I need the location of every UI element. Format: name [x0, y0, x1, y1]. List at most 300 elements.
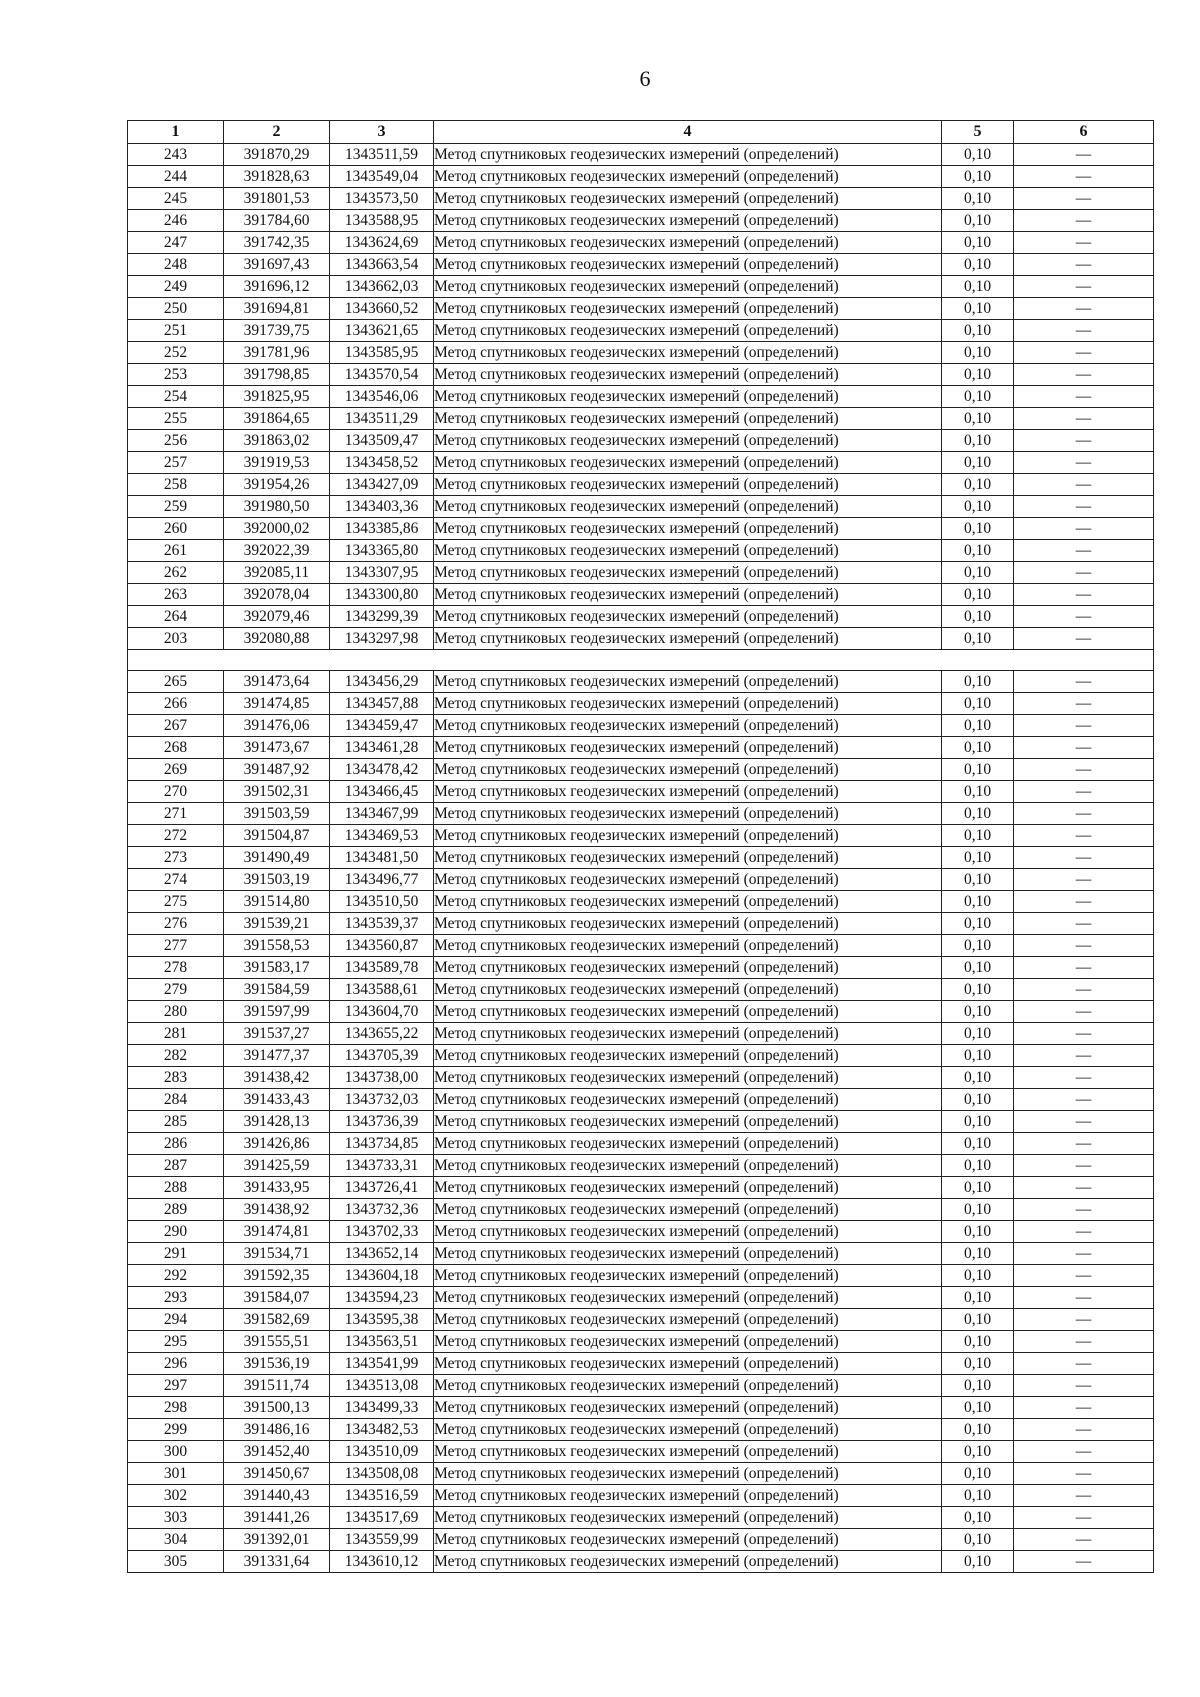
- table-row: [128, 584, 1154, 606]
- method-cell: Метод спутниковых геодезических измерений (определений): [434, 1023, 942, 1045]
- x-coordinate-cell: 391474,85: [224, 693, 330, 715]
- y-coordinate-cell: 1343541,99: [330, 1353, 434, 1375]
- accuracy-cell: 0,10: [942, 144, 1014, 166]
- point-number-cell: 264: [128, 606, 224, 628]
- accuracy-cell: 0,10: [942, 1397, 1014, 1419]
- point-number-cell: 296: [128, 1353, 224, 1375]
- point-number-cell: 257: [128, 452, 224, 474]
- separator-cell: [128, 650, 1154, 671]
- x-coordinate-cell: 391954,26: [224, 474, 330, 496]
- y-coordinate-cell: 1343559,99: [330, 1529, 434, 1551]
- x-coordinate-cell: 391477,37: [224, 1045, 330, 1067]
- table-row: [128, 1353, 1154, 1375]
- x-coordinate-cell: 391503,59: [224, 803, 330, 825]
- page-number: 6: [639, 66, 651, 91]
- dash-cell: —: [1014, 1221, 1154, 1243]
- dash-cell: —: [1014, 562, 1154, 584]
- x-coordinate-cell: 391582,69: [224, 1309, 330, 1331]
- dash-cell: —: [1014, 979, 1154, 1001]
- table-row: [128, 540, 1154, 562]
- dash-cell: —: [1014, 166, 1154, 188]
- accuracy-cell: 0,10: [942, 562, 1014, 584]
- point-number-cell: 243: [128, 144, 224, 166]
- accuracy-cell: 0,10: [942, 1001, 1014, 1023]
- accuracy-cell: 0,10: [942, 1133, 1014, 1155]
- table-row: [128, 1199, 1154, 1221]
- y-coordinate-cell: 1343652,14: [330, 1243, 434, 1265]
- accuracy-cell: 0,10: [942, 540, 1014, 562]
- table-body: [128, 144, 1154, 1573]
- y-coordinate-cell: 1343549,04: [330, 166, 434, 188]
- y-coordinate-cell: 1343510,50: [330, 891, 434, 913]
- y-coordinate-cell: 1343300,80: [330, 584, 434, 606]
- point-number-cell: 283: [128, 1067, 224, 1089]
- accuracy-cell: 0,10: [942, 847, 1014, 869]
- method-cell: Метод спутниковых геодезических измерений (определений): [434, 1177, 942, 1199]
- point-number-cell: 254: [128, 386, 224, 408]
- method-cell: Метод спутниковых геодезических измерений (определений): [434, 342, 942, 364]
- dash-cell: —: [1014, 1463, 1154, 1485]
- method-cell: Метод спутниковых геодезических измерений (определений): [434, 1309, 942, 1331]
- dash-cell: —: [1014, 825, 1154, 847]
- point-number-cell: 301: [128, 1463, 224, 1485]
- accuracy-cell: 0,10: [942, 1529, 1014, 1551]
- point-number-cell: 266: [128, 693, 224, 715]
- method-cell: Метод спутниковых геодезических измерений (определений): [434, 1507, 942, 1529]
- y-coordinate-cell: 1343482,53: [330, 1419, 434, 1441]
- dash-cell: —: [1014, 1177, 1154, 1199]
- y-coordinate-cell: 1343663,54: [330, 254, 434, 276]
- x-coordinate-cell: 391558,53: [224, 935, 330, 957]
- point-number-cell: 245: [128, 188, 224, 210]
- table-row: [128, 320, 1154, 342]
- method-cell: Метод спутниковых геодезических измерений (определений): [434, 298, 942, 320]
- method-cell: Метод спутниковых геодезических измерений (определений): [434, 737, 942, 759]
- dash-cell: —: [1014, 671, 1154, 693]
- accuracy-cell: 0,10: [942, 188, 1014, 210]
- y-coordinate-cell: 1343736,39: [330, 1111, 434, 1133]
- table-row: [128, 1529, 1154, 1551]
- table-row: [128, 715, 1154, 737]
- y-coordinate-cell: 1343499,33: [330, 1397, 434, 1419]
- table-row: [128, 562, 1154, 584]
- y-coordinate-cell: 1343365,80: [330, 540, 434, 562]
- point-number-cell: 285: [128, 1111, 224, 1133]
- table-row: [128, 342, 1154, 364]
- x-coordinate-cell: 391438,92: [224, 1199, 330, 1221]
- y-coordinate-cell: 1343456,29: [330, 671, 434, 693]
- dash-cell: —: [1014, 869, 1154, 891]
- method-cell: Метод спутниковых геодезических измерений (определений): [434, 386, 942, 408]
- point-number-cell: 281: [128, 1023, 224, 1045]
- accuracy-cell: 0,10: [942, 276, 1014, 298]
- point-number-cell: 267: [128, 715, 224, 737]
- y-coordinate-cell: 1343733,31: [330, 1155, 434, 1177]
- table-row: [128, 1045, 1154, 1067]
- table-row: [128, 1441, 1154, 1463]
- point-number-cell: 250: [128, 298, 224, 320]
- table-row: [128, 935, 1154, 957]
- point-number-cell: 248: [128, 254, 224, 276]
- table-row: [128, 232, 1154, 254]
- y-coordinate-cell: 1343655,22: [330, 1023, 434, 1045]
- method-cell: Метод спутниковых геодезических измерений (определений): [434, 1331, 942, 1353]
- x-coordinate-cell: 391473,64: [224, 671, 330, 693]
- y-coordinate-cell: 1343509,47: [330, 430, 434, 452]
- header-col-2: 2: [224, 121, 330, 144]
- method-cell: Метод спутниковых геодезических измерений (определений): [434, 518, 942, 540]
- point-number-cell: 270: [128, 781, 224, 803]
- method-cell: Метод спутниковых геодезических измерений (определений): [434, 628, 942, 650]
- dash-cell: —: [1014, 210, 1154, 232]
- x-coordinate-cell: 391438,42: [224, 1067, 330, 1089]
- x-coordinate-cell: 391536,19: [224, 1353, 330, 1375]
- accuracy-cell: 0,10: [942, 342, 1014, 364]
- x-coordinate-cell: 391476,06: [224, 715, 330, 737]
- method-cell: Метод спутниковых геодезических измерений (определений): [434, 1463, 942, 1485]
- y-coordinate-cell: 1343307,95: [330, 562, 434, 584]
- point-number-cell: 298: [128, 1397, 224, 1419]
- x-coordinate-cell: 391486,16: [224, 1419, 330, 1441]
- x-coordinate-cell: 391433,95: [224, 1177, 330, 1199]
- table-row: [128, 188, 1154, 210]
- table-row: [128, 693, 1154, 715]
- dash-cell: —: [1014, 606, 1154, 628]
- point-number-cell: 252: [128, 342, 224, 364]
- point-number-cell: 244: [128, 166, 224, 188]
- method-cell: Метод спутниковых геодезических измерений (определений): [434, 144, 942, 166]
- accuracy-cell: 0,10: [942, 1067, 1014, 1089]
- y-coordinate-cell: 1343467,99: [330, 803, 434, 825]
- dash-cell: —: [1014, 1287, 1154, 1309]
- accuracy-cell: 0,10: [942, 408, 1014, 430]
- y-coordinate-cell: 1343732,36: [330, 1199, 434, 1221]
- table-row: [128, 803, 1154, 825]
- table-row: [128, 1177, 1154, 1199]
- x-coordinate-cell: 391514,80: [224, 891, 330, 913]
- header-col-6: 6: [1014, 121, 1154, 144]
- y-coordinate-cell: 1343510,09: [330, 1441, 434, 1463]
- dash-cell: —: [1014, 474, 1154, 496]
- dash-cell: —: [1014, 1023, 1154, 1045]
- accuracy-cell: 0,10: [942, 518, 1014, 540]
- y-coordinate-cell: 1343604,18: [330, 1265, 434, 1287]
- x-coordinate-cell: 391452,40: [224, 1441, 330, 1463]
- dash-cell: —: [1014, 1045, 1154, 1067]
- table-row: [128, 1551, 1154, 1573]
- accuracy-cell: 0,10: [942, 1265, 1014, 1287]
- accuracy-cell: 0,10: [942, 474, 1014, 496]
- method-cell: Метод спутниковых геодезических измерений (определений): [434, 1529, 942, 1551]
- table-row: [128, 606, 1154, 628]
- y-coordinate-cell: 1343517,69: [330, 1507, 434, 1529]
- x-coordinate-cell: 391694,81: [224, 298, 330, 320]
- method-cell: Метод спутниковых геодезических измерений (определений): [434, 781, 942, 803]
- table-row: [128, 1331, 1154, 1353]
- accuracy-cell: 0,10: [942, 1199, 1014, 1221]
- x-coordinate-cell: 391433,43: [224, 1089, 330, 1111]
- method-cell: Метод спутниковых геодезических измерений (определений): [434, 979, 942, 1001]
- dash-cell: —: [1014, 1331, 1154, 1353]
- accuracy-cell: 0,10: [942, 166, 1014, 188]
- accuracy-cell: 0,10: [942, 737, 1014, 759]
- x-coordinate-cell: 392078,04: [224, 584, 330, 606]
- y-coordinate-cell: 1343461,28: [330, 737, 434, 759]
- y-coordinate-cell: 1343546,06: [330, 386, 434, 408]
- point-number-cell: 302: [128, 1485, 224, 1507]
- dash-cell: —: [1014, 913, 1154, 935]
- x-coordinate-cell: 391697,43: [224, 254, 330, 276]
- point-number-cell: 263: [128, 584, 224, 606]
- accuracy-cell: 0,10: [942, 1551, 1014, 1573]
- y-coordinate-cell: 1343624,69: [330, 232, 434, 254]
- point-number-cell: 251: [128, 320, 224, 342]
- point-number-cell: 303: [128, 1507, 224, 1529]
- point-number-cell: 295: [128, 1331, 224, 1353]
- x-coordinate-cell: 391781,96: [224, 342, 330, 364]
- table-row: [128, 1507, 1154, 1529]
- method-cell: Метод спутниковых геодезических измерений (определений): [434, 1067, 942, 1089]
- y-coordinate-cell: 1343299,39: [330, 606, 434, 628]
- table-row: [128, 166, 1154, 188]
- accuracy-cell: 0,10: [942, 913, 1014, 935]
- y-coordinate-cell: 1343508,08: [330, 1463, 434, 1485]
- accuracy-cell: 0,10: [942, 979, 1014, 1001]
- y-coordinate-cell: 1343481,50: [330, 847, 434, 869]
- dash-cell: —: [1014, 386, 1154, 408]
- x-coordinate-cell: 391980,50: [224, 496, 330, 518]
- table-row: [128, 759, 1154, 781]
- point-number-cell: 274: [128, 869, 224, 891]
- dash-cell: —: [1014, 847, 1154, 869]
- table-row: [128, 276, 1154, 298]
- method-cell: Метод спутниковых геодезических измерений (определений): [434, 715, 942, 737]
- y-coordinate-cell: 1343469,53: [330, 825, 434, 847]
- point-number-cell: 269: [128, 759, 224, 781]
- point-number-cell: 247: [128, 232, 224, 254]
- y-coordinate-cell: 1343589,78: [330, 957, 434, 979]
- table-section-separator: [128, 650, 1154, 671]
- x-coordinate-cell: 392000,02: [224, 518, 330, 540]
- accuracy-cell: 0,10: [942, 693, 1014, 715]
- point-number-cell: 268: [128, 737, 224, 759]
- y-coordinate-cell: 1343585,95: [330, 342, 434, 364]
- point-number-cell: 304: [128, 1529, 224, 1551]
- table-row: [128, 737, 1154, 759]
- dash-cell: —: [1014, 1309, 1154, 1331]
- table-row: [128, 210, 1154, 232]
- dash-cell: —: [1014, 144, 1154, 166]
- point-number-cell: 249: [128, 276, 224, 298]
- method-cell: Метод спутниковых геодезических измерений (определений): [434, 210, 942, 232]
- method-cell: Метод спутниковых геодезических измерений (определений): [434, 671, 942, 693]
- x-coordinate-cell: 391428,13: [224, 1111, 330, 1133]
- table-row: [128, 254, 1154, 276]
- x-coordinate-cell: 391504,87: [224, 825, 330, 847]
- method-cell: Метод спутниковых геодезических измерений (определений): [434, 562, 942, 584]
- table-row: [128, 144, 1154, 166]
- y-coordinate-cell: 1343297,98: [330, 628, 434, 650]
- accuracy-cell: 0,10: [942, 869, 1014, 891]
- dash-cell: —: [1014, 430, 1154, 452]
- point-number-cell: 294: [128, 1309, 224, 1331]
- method-cell: Метод спутниковых геодезических измерений (определений): [434, 1221, 942, 1243]
- x-coordinate-cell: 391500,13: [224, 1397, 330, 1419]
- method-cell: Метод спутниковых геодезических измерений (определений): [434, 166, 942, 188]
- x-coordinate-cell: 391426,86: [224, 1133, 330, 1155]
- accuracy-cell: 0,10: [942, 628, 1014, 650]
- x-coordinate-cell: 391696,12: [224, 276, 330, 298]
- y-coordinate-cell: 1343570,54: [330, 364, 434, 386]
- method-cell: Метод спутниковых геодезических измерений (определений): [434, 1265, 942, 1287]
- table-row: [128, 628, 1154, 650]
- accuracy-cell: 0,10: [942, 957, 1014, 979]
- accuracy-cell: 0,10: [942, 715, 1014, 737]
- dash-cell: —: [1014, 496, 1154, 518]
- y-coordinate-cell: 1343662,03: [330, 276, 434, 298]
- point-number-cell: 259: [128, 496, 224, 518]
- accuracy-cell: 0,10: [942, 298, 1014, 320]
- x-coordinate-cell: 391425,59: [224, 1155, 330, 1177]
- table-row: [128, 1089, 1154, 1111]
- table-row: [128, 1133, 1154, 1155]
- dash-cell: —: [1014, 276, 1154, 298]
- x-coordinate-cell: 391825,95: [224, 386, 330, 408]
- x-coordinate-cell: 391331,64: [224, 1551, 330, 1573]
- method-cell: Метод спутниковых геодезических измерений (определений): [434, 188, 942, 210]
- table-row: [128, 1485, 1154, 1507]
- x-coordinate-cell: 391473,67: [224, 737, 330, 759]
- accuracy-cell: 0,10: [942, 364, 1014, 386]
- y-coordinate-cell: 1343621,65: [330, 320, 434, 342]
- point-number-cell: 277: [128, 935, 224, 957]
- method-cell: Метод спутниковых геодезических измерений (определений): [434, 606, 942, 628]
- x-coordinate-cell: 392079,46: [224, 606, 330, 628]
- dash-cell: —: [1014, 1441, 1154, 1463]
- table-row: [128, 781, 1154, 803]
- table-row: [128, 1397, 1154, 1419]
- method-cell: Метод спутниковых геодезических измерений (определений): [434, 1001, 942, 1023]
- accuracy-cell: 0,10: [942, 1243, 1014, 1265]
- method-cell: Метод спутниковых геодезических измерений (определений): [434, 232, 942, 254]
- method-cell: Метод спутниковых геодезических измерений (определений): [434, 825, 942, 847]
- method-cell: Метод спутниковых геодезических измерений (определений): [434, 474, 942, 496]
- accuracy-cell: 0,10: [942, 781, 1014, 803]
- accuracy-cell: 0,10: [942, 386, 1014, 408]
- y-coordinate-cell: 1343513,08: [330, 1375, 434, 1397]
- method-cell: Метод спутниковых геодезических измерений (определений): [434, 1089, 942, 1111]
- point-number-cell: 299: [128, 1419, 224, 1441]
- table-row: [128, 364, 1154, 386]
- dash-cell: —: [1014, 693, 1154, 715]
- point-number-cell: 279: [128, 979, 224, 1001]
- y-coordinate-cell: 1343457,88: [330, 693, 434, 715]
- table-row: [128, 430, 1154, 452]
- accuracy-cell: 0,10: [942, 452, 1014, 474]
- dash-cell: —: [1014, 715, 1154, 737]
- table-header-row: [128, 121, 1154, 144]
- method-cell: Метод спутниковых геодезических измерений (определений): [434, 1199, 942, 1221]
- coordinates-table: [127, 120, 1154, 1573]
- dash-cell: —: [1014, 628, 1154, 650]
- method-cell: Метод спутниковых геодезических измерений (определений): [434, 913, 942, 935]
- y-coordinate-cell: 1343705,39: [330, 1045, 434, 1067]
- x-coordinate-cell: 392022,39: [224, 540, 330, 562]
- accuracy-cell: 0,10: [942, 1089, 1014, 1111]
- x-coordinate-cell: 391828,63: [224, 166, 330, 188]
- dash-cell: —: [1014, 232, 1154, 254]
- table-row: [128, 847, 1154, 869]
- x-coordinate-cell: 391583,17: [224, 957, 330, 979]
- dash-cell: —: [1014, 1111, 1154, 1133]
- accuracy-cell: 0,10: [942, 1375, 1014, 1397]
- method-cell: Метод спутниковых геодезических измерений (определений): [434, 1155, 942, 1177]
- accuracy-cell: 0,10: [942, 1353, 1014, 1375]
- dash-cell: —: [1014, 408, 1154, 430]
- method-cell: Метод спутниковых геодезических измерений (определений): [434, 1551, 942, 1573]
- point-number-cell: 261: [128, 540, 224, 562]
- point-number-cell: 293: [128, 1287, 224, 1309]
- x-coordinate-cell: 391502,31: [224, 781, 330, 803]
- x-coordinate-cell: 392080,88: [224, 628, 330, 650]
- accuracy-cell: 0,10: [942, 1111, 1014, 1133]
- y-coordinate-cell: 1343511,59: [330, 144, 434, 166]
- dash-cell: —: [1014, 1551, 1154, 1573]
- accuracy-cell: 0,10: [942, 759, 1014, 781]
- point-number-cell: 255: [128, 408, 224, 430]
- point-number-cell: 265: [128, 671, 224, 693]
- method-cell: Метод спутниковых геодезических измерений (определений): [434, 935, 942, 957]
- point-number-cell: 288: [128, 1177, 224, 1199]
- x-coordinate-cell: 391798,85: [224, 364, 330, 386]
- method-cell: Метод спутниковых геодезических измерений (определений): [434, 452, 942, 474]
- accuracy-cell: 0,10: [942, 1485, 1014, 1507]
- table-row: [128, 1375, 1154, 1397]
- accuracy-cell: 0,10: [942, 1331, 1014, 1353]
- table-row: [128, 671, 1154, 693]
- point-number-cell: 262: [128, 562, 224, 584]
- accuracy-cell: 0,10: [942, 803, 1014, 825]
- y-coordinate-cell: 1343594,23: [330, 1287, 434, 1309]
- point-number-cell: 275: [128, 891, 224, 913]
- dash-cell: —: [1014, 759, 1154, 781]
- y-coordinate-cell: 1343604,70: [330, 1001, 434, 1023]
- method-cell: Метод спутниковых геодезических измерений (определений): [434, 759, 942, 781]
- dash-cell: —: [1014, 1067, 1154, 1089]
- table-row: [128, 474, 1154, 496]
- table-row: [128, 386, 1154, 408]
- accuracy-cell: 0,10: [942, 1309, 1014, 1331]
- method-cell: Метод спутниковых геодезических измерений (определений): [434, 693, 942, 715]
- table-row: [128, 1067, 1154, 1089]
- point-number-cell: 300: [128, 1441, 224, 1463]
- table-row: [128, 1265, 1154, 1287]
- accuracy-cell: 0,10: [942, 1507, 1014, 1529]
- header-col-3: 3: [330, 121, 434, 144]
- x-coordinate-cell: 391490,49: [224, 847, 330, 869]
- method-cell: Метод спутниковых геодезических измерений (определений): [434, 1441, 942, 1463]
- accuracy-cell: 0,10: [942, 1221, 1014, 1243]
- y-coordinate-cell: 1343588,61: [330, 979, 434, 1001]
- y-coordinate-cell: 1343466,45: [330, 781, 434, 803]
- x-coordinate-cell: 391584,07: [224, 1287, 330, 1309]
- header-col-4: 4: [434, 121, 942, 144]
- table-row: [128, 1155, 1154, 1177]
- method-cell: Метод спутниковых геодезических измерений (определений): [434, 1111, 942, 1133]
- dash-cell: —: [1014, 1133, 1154, 1155]
- y-coordinate-cell: 1343702,33: [330, 1221, 434, 1243]
- x-coordinate-cell: 391870,29: [224, 144, 330, 166]
